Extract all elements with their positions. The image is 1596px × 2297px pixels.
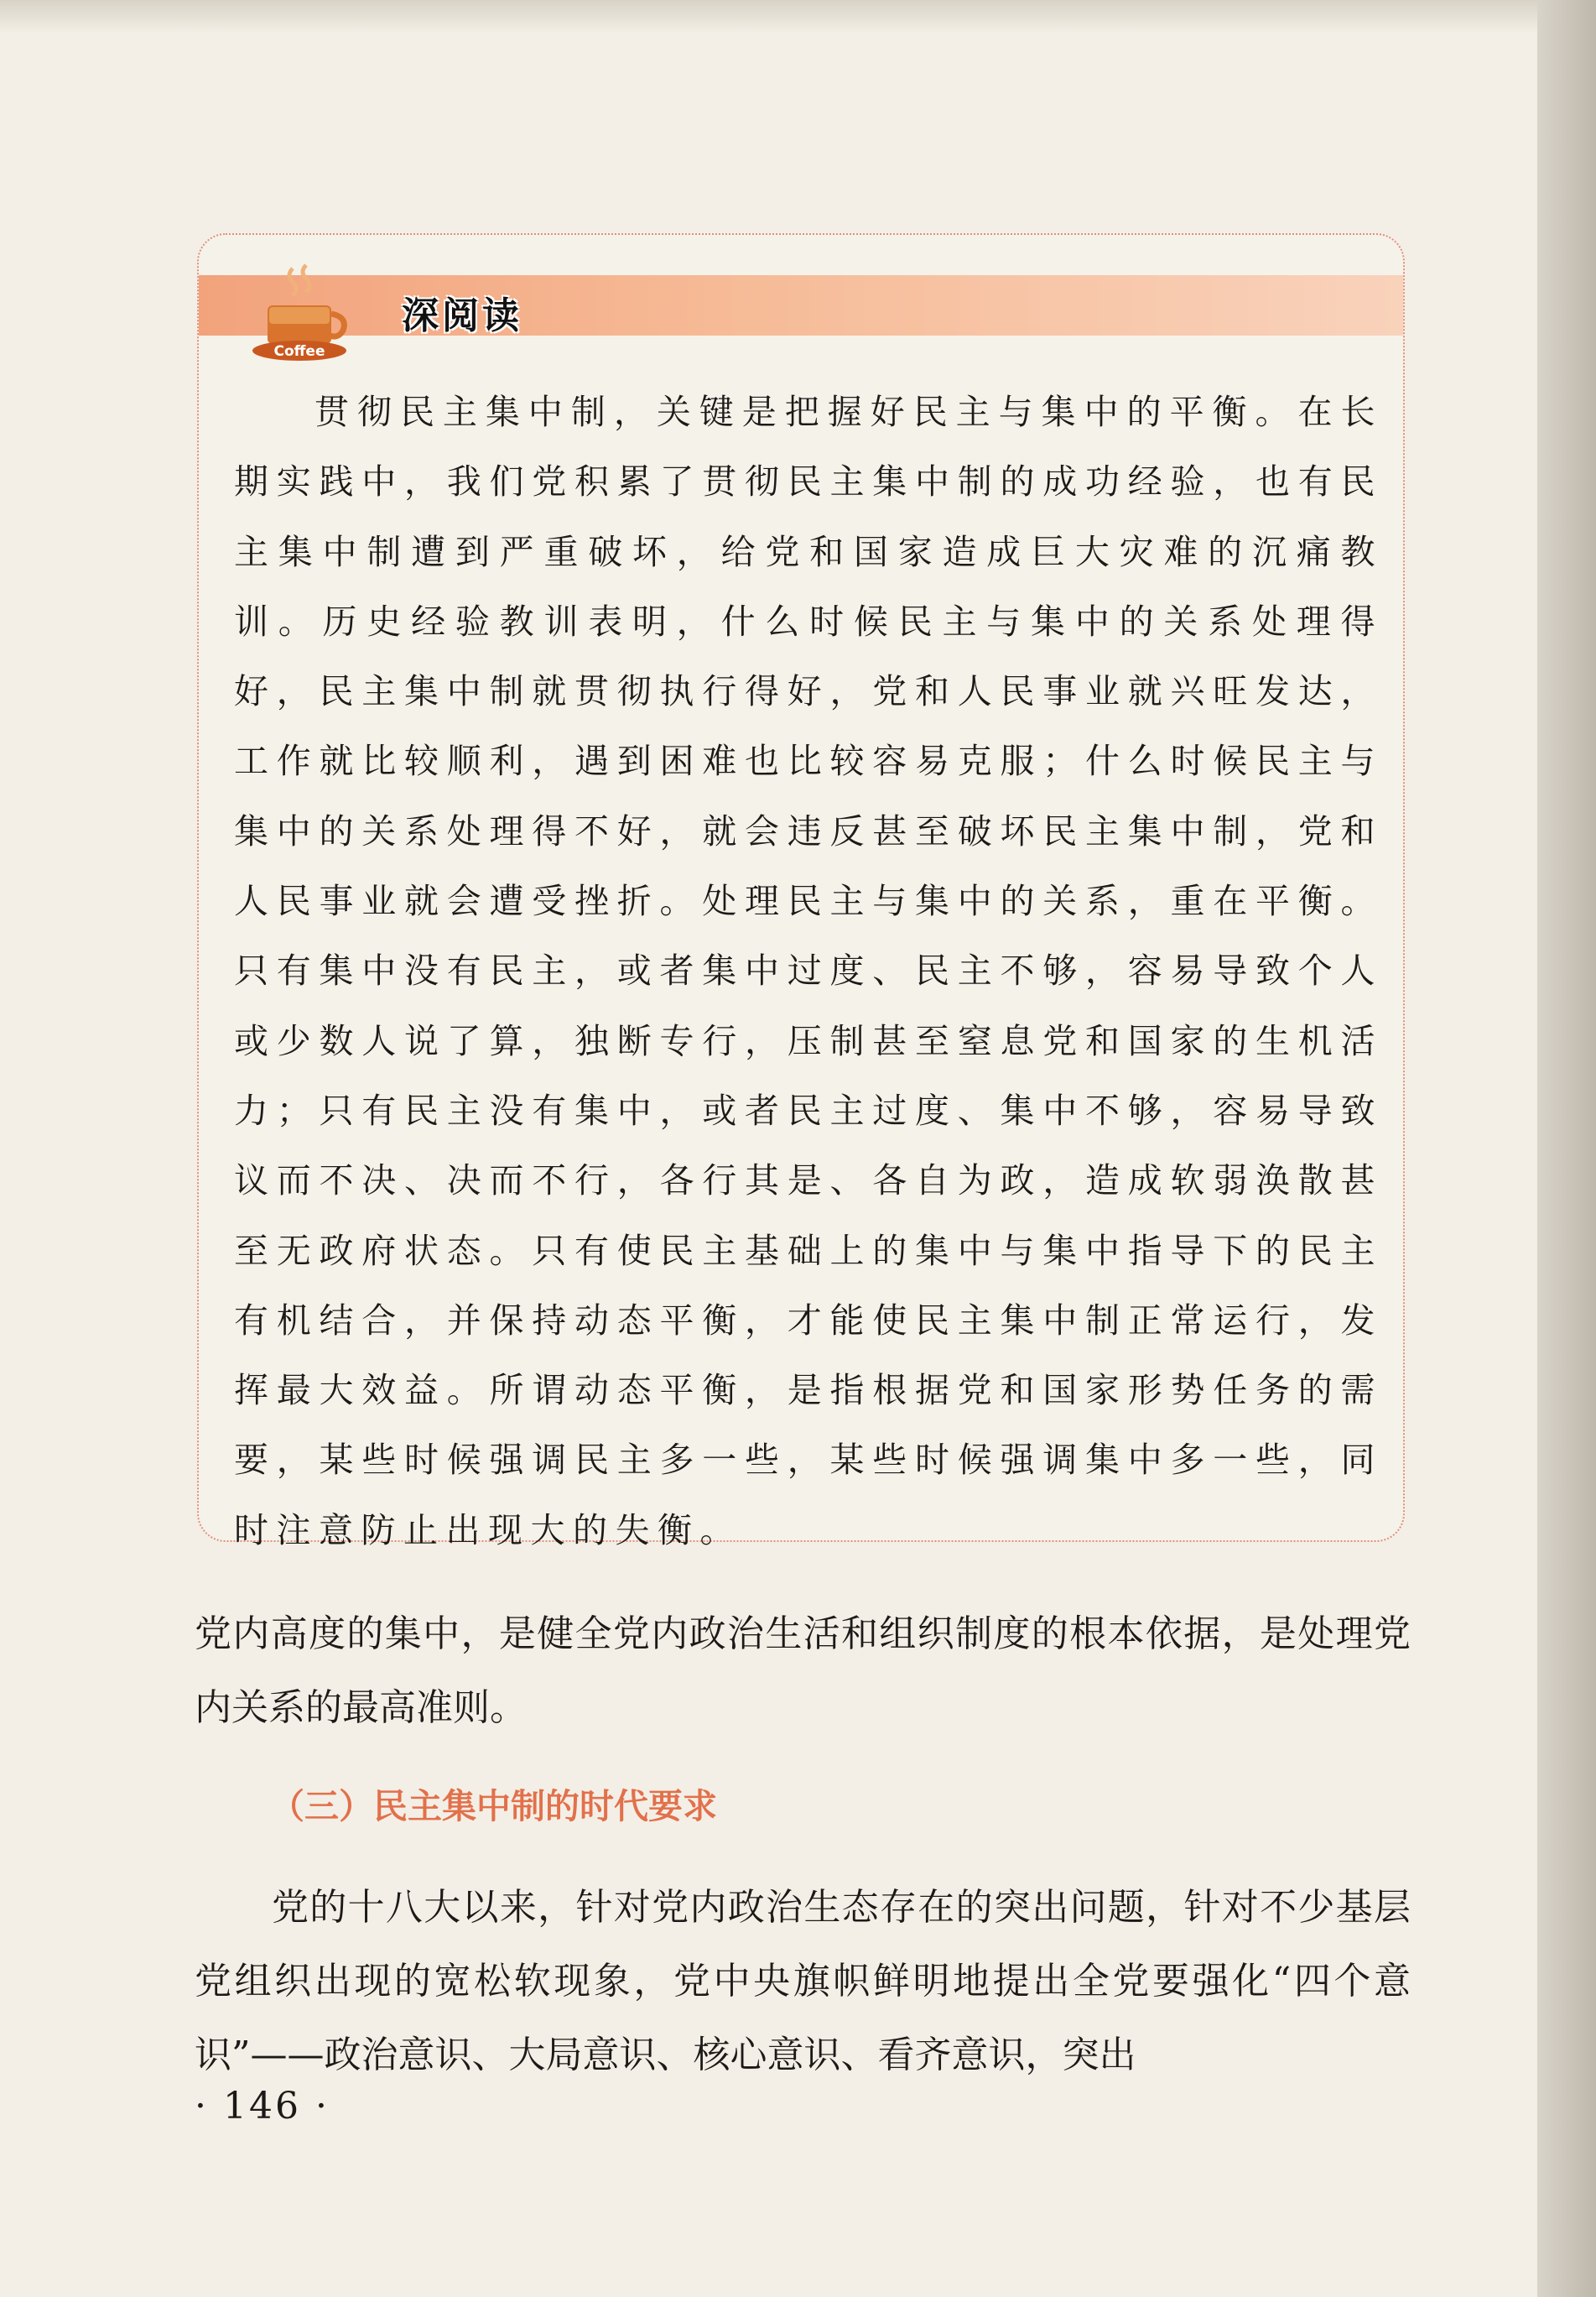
page-number: · 146 ·: [195, 2085, 330, 2128]
section-heading: （三）民主集中制的时代要求: [270, 1786, 717, 1826]
deep-reading-box: [197, 233, 1405, 1550]
page-edge: [1537, 0, 1596, 2297]
coffee-cup-icon: [249, 260, 358, 369]
body-paragraph-1: 党内高度的集中，是健全党内政治生活和组织制度的根本依据，是处理党内关系的最高准则。: [195, 1612, 1411, 1729]
coffee-label: Coffee: [273, 343, 325, 360]
deep-reading-text: 贯彻民主集中制，关键是把握好民主与集中的平衡。在长期实践中，我们党积累了贯彻民主集中制的成功经验，也有民主集中制遭到严重破坏，给党和国家造成巨大灾难的沉痛教训。历史经验教训表明，什么时候民主与集中的关系处理得好，民主集中制就贯彻执行得好，党和人民事业就兴旺发达，工作就比较顺利，遇到困难也比较容易克服；什么时候民主与集中的关系处理得不好，就会违反甚至破坏民主集中制，党和人民事业就会遭受挫折。处理民主与集中的关系，重在平衡。只有集中没有民主，或者集中过度、民主不够，容易导致个人或少数人说了算，独断专行，压制甚至窒息党和国家的生机活力；只有民主没有集中，或者民主过度、集中不够，容易导致议而不决、决而不行，各行其是、各自为政，造成软弱涣散甚至无政府状态。只有使民主基础上的集中与集中指导下的民主有机结合，并保持动态平衡，才能使民主集中制正常运行，发挥最大效益。所谓动态平衡，是指根据党和国家形势任务的需要，某些时候强调民主多一些，某些时候强调集中多一些，同时注意防止出现大的失衡。: [234, 392, 1383, 1550]
body-paragraph-2: 党的十八大以来，针对党内政治生态存在的突出问题，针对不少基层党组织出现的宽松软现象，党中央旗帜鲜明地提出全党要强化“四个意识”——政治意识、大局意识、核心意识、看齐意识，突出: [195, 1886, 1411, 2076]
page-top-shadow: [0, 0, 1537, 34]
deep-reading-header-band: [199, 275, 1403, 336]
deep-reading-title: 深阅读: [402, 294, 522, 337]
